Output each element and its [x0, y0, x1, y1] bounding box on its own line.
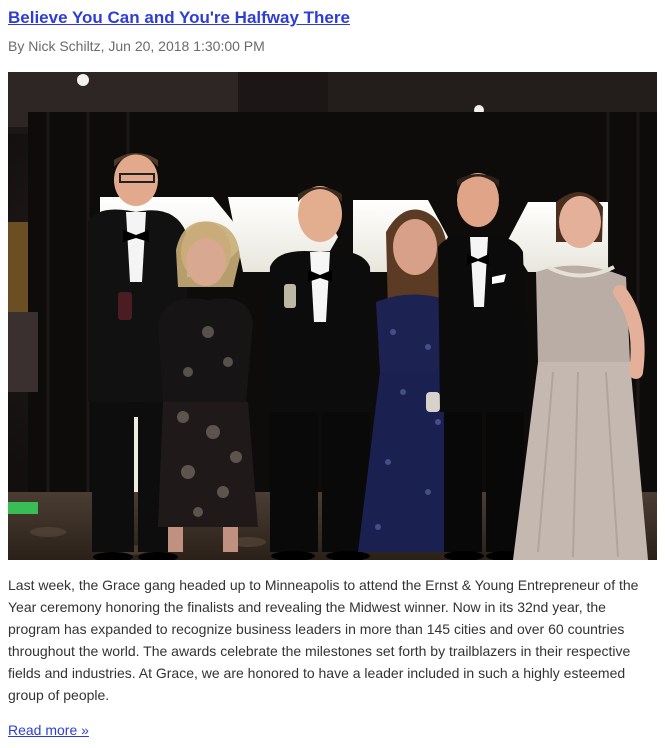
post-title-link[interactable]: Believe You Can and You're Halfway There [8, 8, 350, 27]
post-photo [8, 72, 657, 560]
post-body: Last week, the Grace gang headed up to Minneapolis to attend the Ernst & Young Entrepreneur of the Year ceremony honoring the finalists and revealing the Midwest winner. Now in its 32nd year, the program has expanded to recognize business leaders in more than 145 cities and over 60 countries throughout the world. The awards celebrate the milestones set forth by trailblazers in their respective fields and industries. At Grace, we are honored to have a leader included in such a highly esteemed group of people. [8, 577, 639, 703]
read-more-link[interactable]: Read more » [8, 722, 89, 738]
post-byline: By Nick Schiltz, Jun 20, 2018 1:30:00 PM [8, 38, 265, 54]
